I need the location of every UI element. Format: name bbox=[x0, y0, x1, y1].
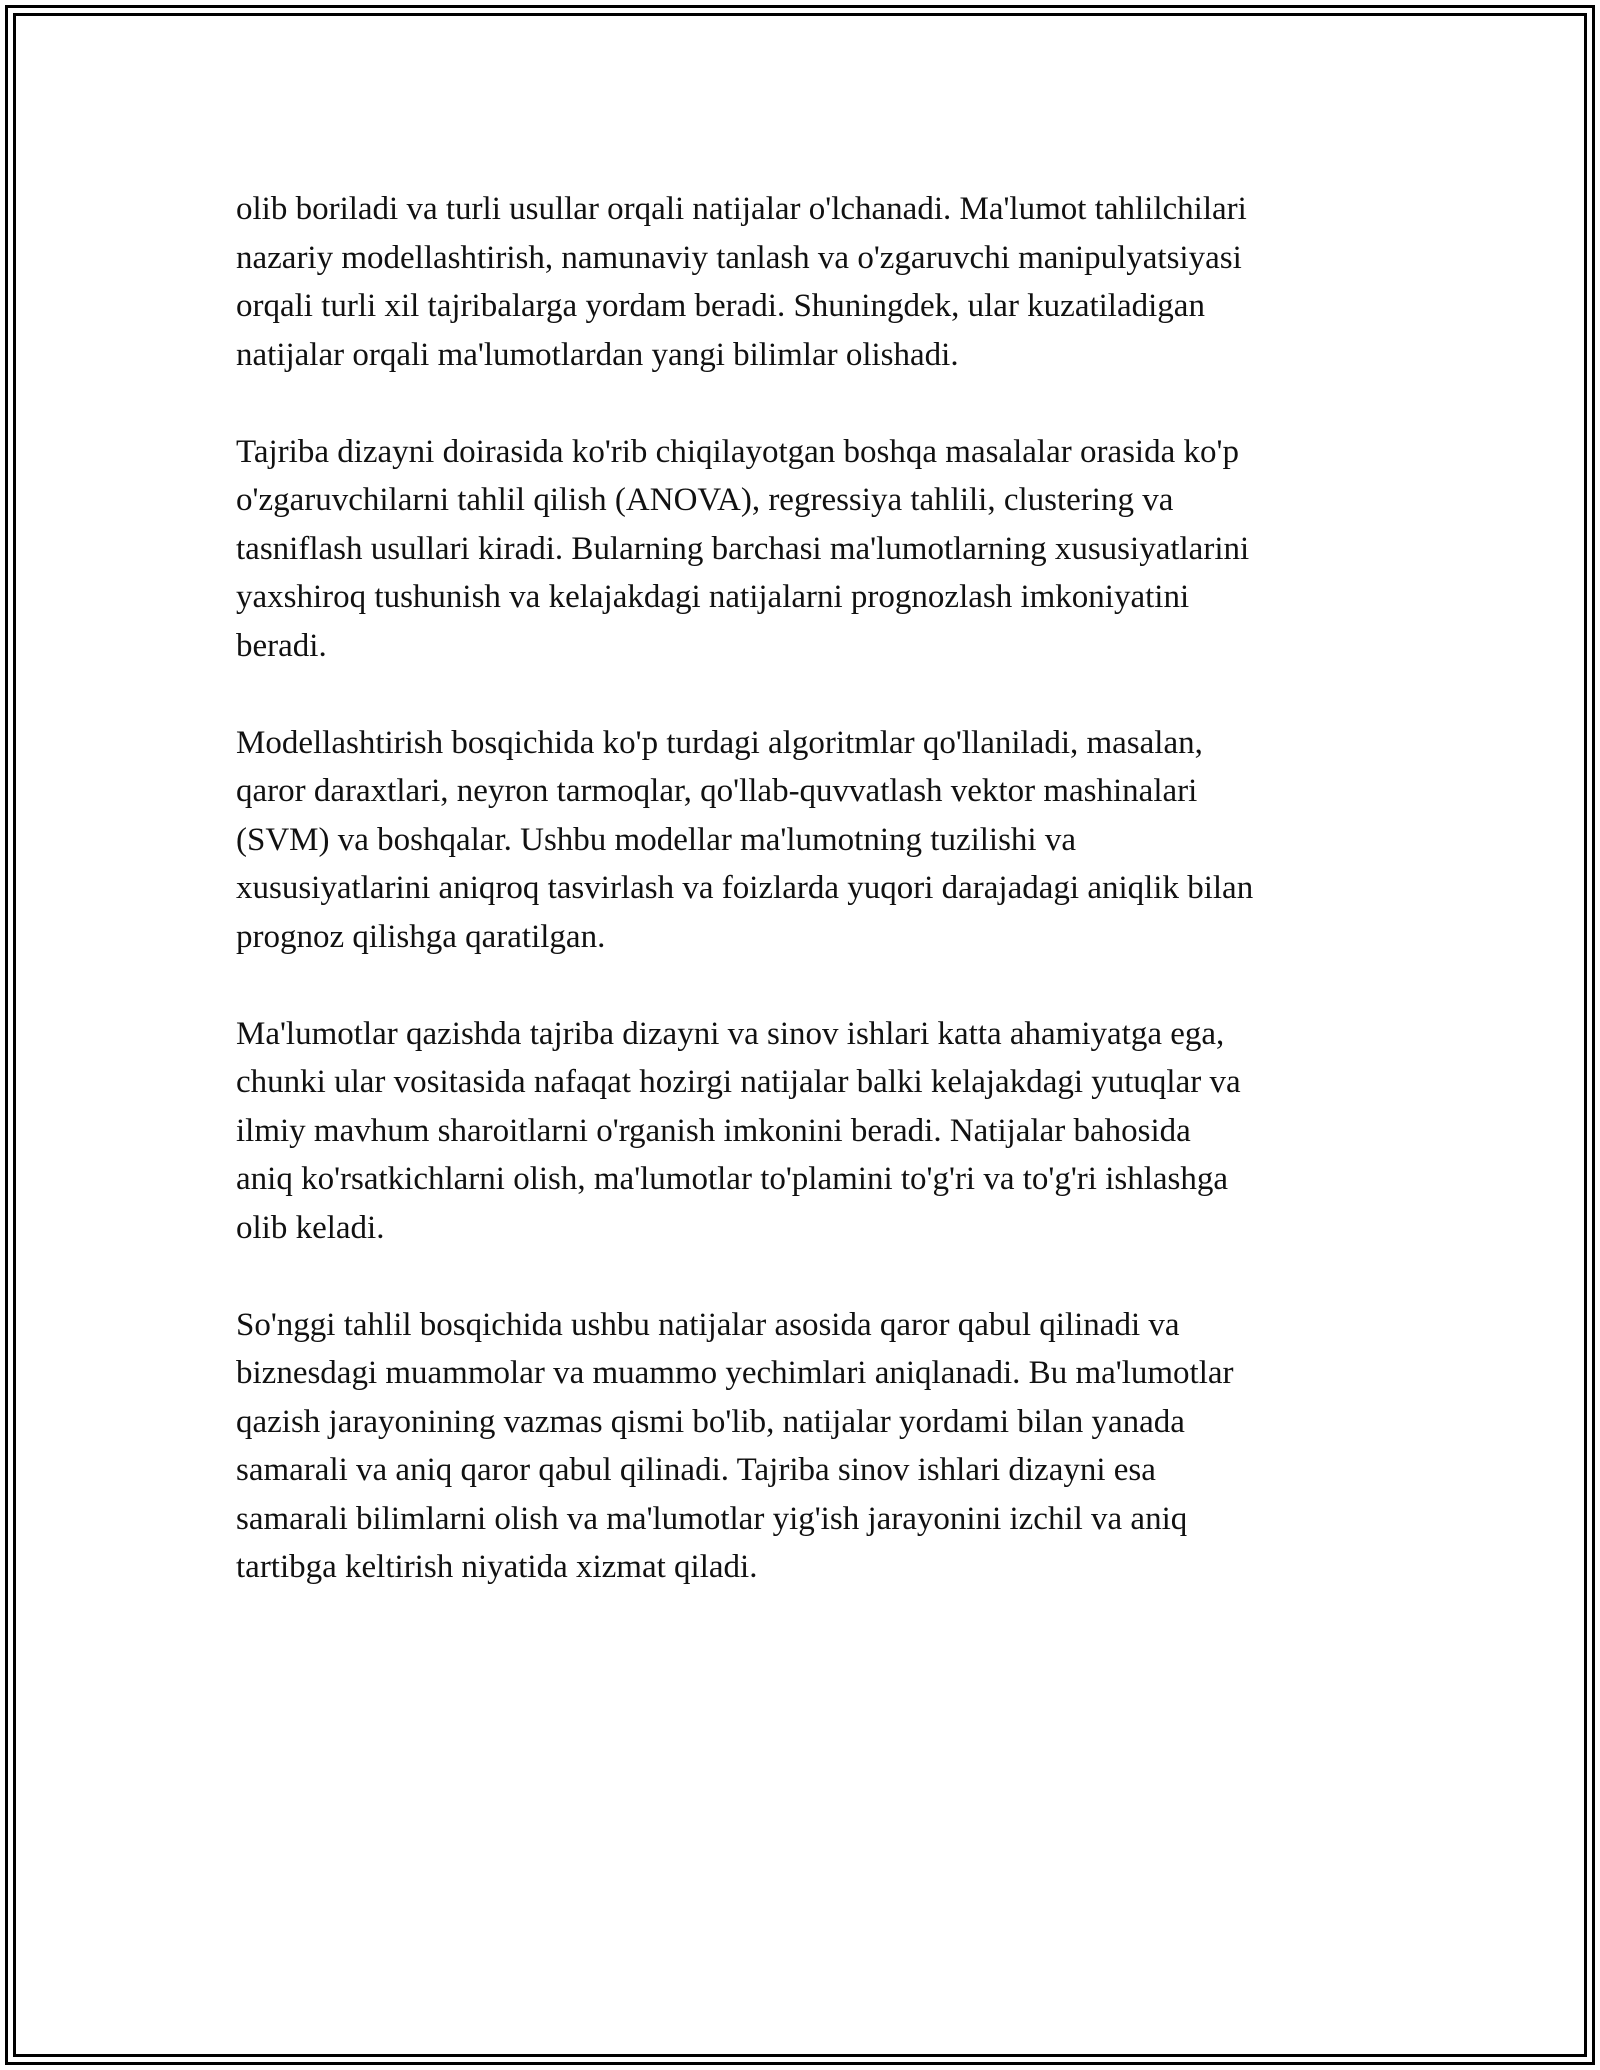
document-body bbox=[236, 185, 1376, 1640]
text-line: Tajriba dizayni doirasida ko'rib chiqilayotgan boshqa masalalar orasida ko'p bbox=[236, 433, 1239, 470]
paragraph-2 bbox=[236, 428, 1376, 671]
text-line: Ma'lumotlar qazishda tajriba dizayni va sinov ishlari katta ahamiyatga ega, bbox=[236, 1015, 1225, 1052]
paragraph-1 bbox=[236, 185, 1376, 379]
paragraph-4 bbox=[236, 1010, 1376, 1253]
text-line: orqali turli xil tajribalarga yordam beradi. Shuningdek, ular kuzatiladigan bbox=[236, 288, 1205, 324]
text-line: qaror daraxtlari, neyron tarmoqlar, qo'llab-quvvatlash vektor mashinalari bbox=[236, 773, 1198, 809]
text-line: yaxshiroq tushunish va kelajakdagi natijalarni prognozlash imkoniyatini bbox=[236, 579, 1190, 615]
text-line: chunki ular vositasida nafaqat hozirgi natijalar balki kelajakdagi yutuqlar va bbox=[236, 1064, 1241, 1100]
text-line: nazariy modellashtirish, namunaviy tanlash va o'zgaruvchi manipulyatsiyasi bbox=[236, 239, 1242, 276]
text-line: Modellashtirish bosqichida ko'p turdagi algoritmlar qo'llaniladi, masalan, bbox=[236, 724, 1203, 761]
text-line: (SVM) va boshqalar. Ushbu modellar ma'lumotning tuzilishi va bbox=[236, 821, 1077, 858]
text-line: tartibga keltirish niyatida xizmat qiladi. bbox=[236, 1549, 758, 1585]
text-line: So'nggi tahlil bosqichida ushbu natijalar asosida qaror qabul qilinadi va bbox=[236, 1306, 1180, 1343]
paragraph-5 bbox=[236, 1301, 1376, 1592]
text-line: biznesdagi muammolar va muammo yechimlari aniqlanadi. Bu ma'lumotlar bbox=[236, 1355, 1234, 1391]
text-line: tasniflash usullari kiradi. Bularning barchasi ma'lumotlarning xususiyatlarini bbox=[236, 530, 1250, 567]
text-line: samarali va aniq qaror qabul qilinadi. Tajriba sinov ishlari dizayni esa bbox=[236, 1452, 1156, 1488]
text-line: o'zgaruvchilarni tahlil qilish (ANOVA), regressiya tahlili, clustering va bbox=[236, 482, 1174, 518]
text-line: beradi. bbox=[236, 627, 327, 664]
text-line: xususiyatlarini aniqroq tasvirlash va foizlarda yuqori darajadagi aniqlik bilan bbox=[236, 870, 1254, 906]
text-line: samarali bilimlarni olish va ma'lumotlar yig'ish jarayonini izchil va aniq bbox=[236, 1500, 1188, 1537]
text-line: prognoz qilishga qaratilgan. bbox=[236, 918, 606, 955]
text-line: olib boriladi va turli usullar orqali natijalar o'lchanadi. Ma'lumot tahlilchilari bbox=[236, 191, 1247, 227]
paragraph-3 bbox=[236, 719, 1376, 962]
text-line: olib keladi. bbox=[236, 1209, 385, 1246]
text-line: natijalar orqali ma'lumotlardan yangi bilimlar olishadi. bbox=[236, 336, 959, 373]
text-line: qazish jarayonining vazmas qismi bo'lib, natijalar yordami bilan yanada bbox=[236, 1403, 1185, 1440]
text-line: ilmiy mavhum sharoitlarni o'rganish imkonini beradi. Natijalar bahosida bbox=[236, 1112, 1191, 1149]
text-line: aniq ko'rsatkichlarni olish, ma'lumotlar to'plamini to'g'ri va to'g'ri ishlashga bbox=[236, 1161, 1229, 1197]
